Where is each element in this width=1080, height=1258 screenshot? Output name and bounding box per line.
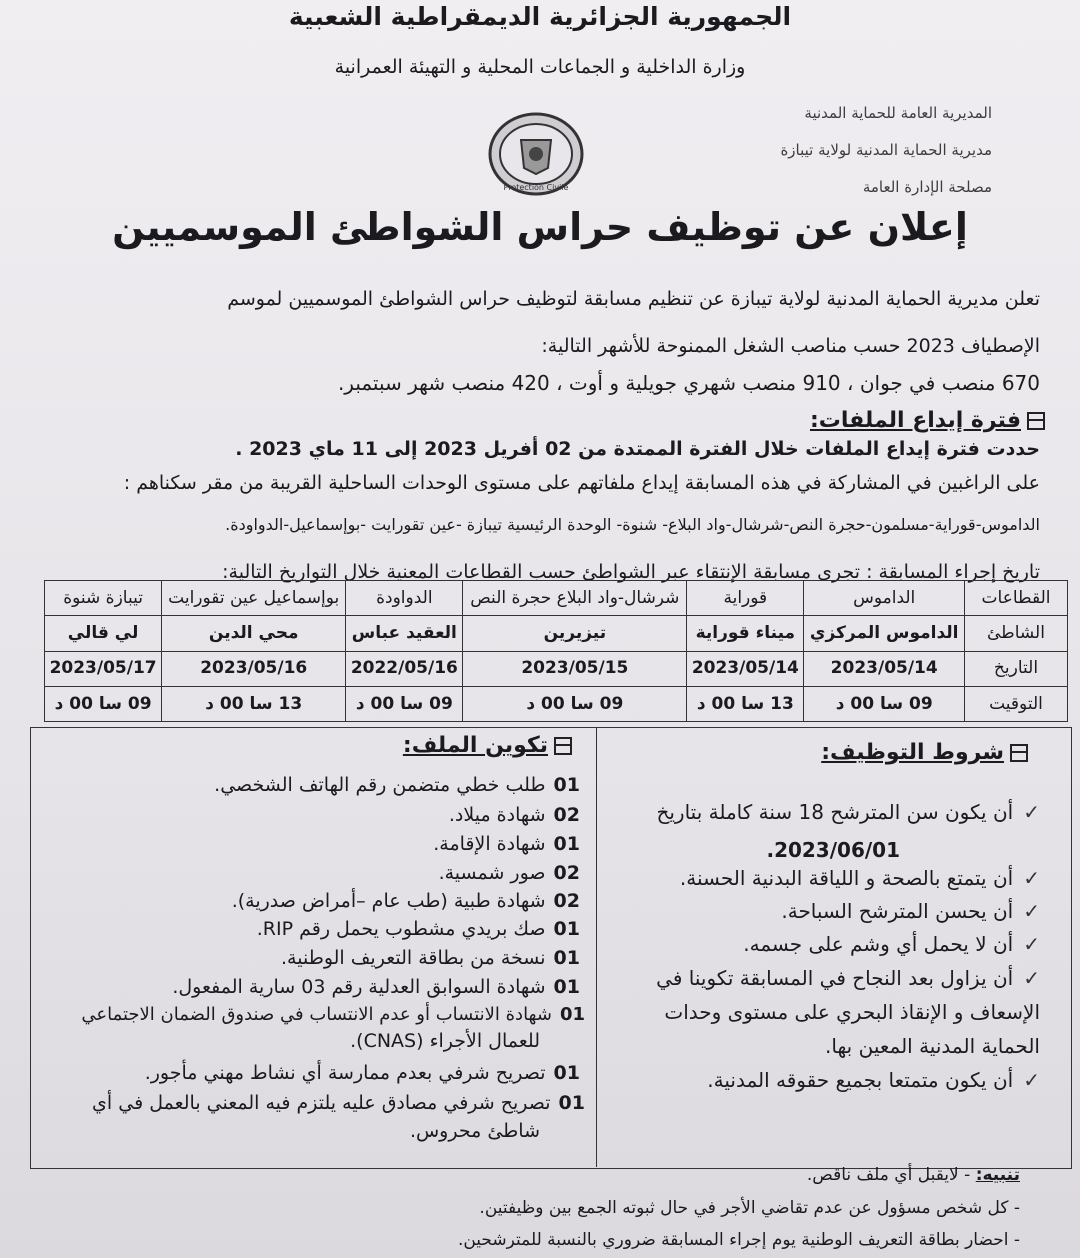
table-cell: بوإسماعيل عين تقورايت — [162, 581, 346, 616]
file-item-count: 01 — [553, 833, 580, 855]
file-item-text: شهادة الانتساب أو عدم الانتساب في صندوق الضمان الاجتماعي — [81, 1004, 552, 1025]
condition-text: أن يكون سن المترشح 18 سنة كاملة بتاريخ — [656, 800, 1014, 824]
ministry-header: وزارة الداخلية و الجماعات المحلية و التهيئة العمرانية — [334, 56, 746, 78]
table-cell: 09 سا 00 د — [45, 686, 162, 721]
table-cell: 09 سا 00 د — [804, 686, 965, 721]
intro-line-3: 670 منصب في جوان ، 910 منصب شهري جويلية و أوت ، 420 منصب شهر سبتمبر. — [337, 371, 1040, 395]
conditions-heading — [821, 740, 1028, 765]
file-item — [60, 833, 580, 855]
announcement-title: إعلان عن توظيف حراس الشواطئ الموسميين — [112, 205, 968, 249]
condition-item — [600, 866, 1040, 890]
check-icon: ✓ — [1023, 1068, 1040, 1092]
file-item — [60, 1030, 540, 1052]
check-icon: ✓ — [1023, 800, 1040, 824]
file-item-text: طلب خطي متضمن رقم الهاتف الشخصي. — [214, 774, 546, 796]
file-item-text: صك بريدي مشطوب يحمل رقم RIP. — [256, 918, 546, 940]
table-cell: 13 سا 00 د — [687, 686, 804, 721]
table-cell: محي الدين — [162, 616, 346, 651]
bullet-icon — [1027, 412, 1045, 430]
file-item-count: 02 — [553, 862, 580, 884]
bullet-icon — [1010, 744, 1028, 762]
file-item-count: 01 — [553, 976, 580, 998]
file-heading — [403, 733, 572, 758]
deposit-heading — [810, 408, 1045, 433]
table-cell: 13 سا 00 د — [162, 686, 346, 721]
row-label: الشاطئ — [965, 616, 1068, 651]
file-item-text: شهادة السوابق العدلية رقم 03 سارية المفعول. — [172, 976, 546, 998]
table-cell: 2022/05/16 — [346, 651, 463, 686]
file-item — [60, 804, 580, 826]
condition-item — [600, 1000, 1040, 1024]
file-item-text: للعمال الأجراء (CNAS). — [350, 1030, 540, 1052]
table-row — [45, 616, 1068, 651]
file-item-text: تصريح شرفي بعدم ممارسة أي نشاط مهني مأجور. — [144, 1062, 546, 1084]
note-3: - احضار بطاقة التعريف الوطنية يوم إجراء المسابقة ضروري بالنسبة للمترشحين. — [457, 1230, 1020, 1250]
table-cell: 2023/05/17 — [45, 651, 162, 686]
note-1-text: - لايقبل أي ملف ناقص. — [806, 1165, 971, 1185]
box-divider — [596, 727, 597, 1167]
condition-text: أن يتمتع بالصحة و اللياقة البدنية الحسنة. — [679, 866, 1014, 890]
condition-text: الحماية المدنية المعين بها. — [825, 1034, 1040, 1058]
file-item-count: 01 — [558, 1092, 585, 1114]
table-cell: 09 سا 00 د — [463, 686, 687, 721]
republic-header: الجمهورية الجزائرية الديمقراطية الشعبية — [288, 2, 792, 31]
file-item-count: 01 — [553, 774, 580, 796]
table-cell: الداموس المركزي — [804, 616, 965, 651]
competition-dates-intro: تاريخ إجراء المسابقة : تجرى مسابقة الإنتقاء عبر الشواطئ حسب القطاعات المعنية خلال التواريخ التالية: — [222, 561, 1040, 583]
row-label: التاريخ — [965, 651, 1068, 686]
file-item-text: نسخة من بطاقة التعريف الوطنية. — [281, 947, 546, 969]
office-line: مصلحة الإدارة العامة — [862, 178, 992, 196]
condition-item — [600, 838, 900, 862]
table-cell: 2023/05/14 — [687, 651, 804, 686]
condition-text: أن يكون متمتعا بجميع حقوقه المدنية. — [707, 1068, 1014, 1092]
file-item-text: شاطئ محروس. — [409, 1120, 540, 1142]
row-label: القطاعات — [965, 581, 1068, 616]
file-item-count: 01 — [553, 1062, 580, 1084]
condition-text: 2023/06/01. — [766, 838, 900, 862]
condition-text: الإسعاف و الإنقاذ البحري على مستوى وحدات — [664, 1000, 1040, 1024]
check-icon: ✓ — [1023, 866, 1040, 890]
table-cell: شرشال-واد البلاع حجرة النص — [463, 581, 687, 616]
check-icon: ✓ — [1023, 932, 1040, 956]
file-item — [60, 862, 580, 884]
notes-label: تنبيه: — [975, 1165, 1020, 1185]
deposit-period: حددت فترة إيداع الملفات خلال الفترة الممتدة من 02 أفريل 2023 إلى 11 ماي 2023 . — [235, 438, 1040, 460]
row-label: التوقيت — [965, 686, 1068, 721]
file-item-text: شهادة الإقامة. — [433, 833, 546, 855]
file-item-text: صور شمسية. — [438, 862, 546, 884]
file-item — [60, 1062, 580, 1084]
condition-item — [600, 932, 1040, 956]
file-item-count: 01 — [553, 918, 580, 940]
condition-text: أن يحسن المترشح السباحة. — [781, 899, 1014, 923]
condition-text: أن يزاول بعد النجاح في المسابقة تكوينا في — [656, 966, 1014, 990]
table-row — [45, 651, 1068, 686]
check-icon: ✓ — [1023, 966, 1040, 990]
table-row — [45, 686, 1068, 721]
civil-protection-logo — [486, 110, 586, 198]
file-item-text: تصريح شرفي مصادق عليه يلتزم فيه المعني بالعمل في أي — [92, 1092, 551, 1114]
file-item — [60, 774, 580, 796]
table-cell: تيزيرين — [463, 616, 687, 651]
table-cell: الدواودة — [346, 581, 463, 616]
file-item-count: 01 — [559, 1004, 585, 1025]
file-item — [60, 947, 580, 969]
table-cell: 2023/05/16 — [162, 651, 346, 686]
directorate-general: المديرية العامة للحماية المدنية — [804, 104, 992, 122]
intro-line-1: تعلن مديرية الحماية المدنية لولاية تيبازة عن تنظيم مسابقة لتوظيف حراس الشواطئ الموسميين لموسم — [227, 288, 1040, 310]
file-item — [45, 1004, 585, 1025]
directorate-local: مديرية الحماية المدنية لولاية تيبازة — [780, 141, 992, 159]
condition-item — [600, 1068, 1040, 1092]
note-1 — [807, 1165, 1020, 1185]
condition-item — [600, 800, 1040, 824]
file-item — [45, 1092, 585, 1114]
table-row — [45, 581, 1068, 616]
table-cell: 2023/05/14 — [804, 651, 965, 686]
condition-text: أن لا يحمل أي وشم على جسمه. — [743, 932, 1014, 956]
file-item — [60, 890, 580, 912]
table-cell: 09 سا 00 د — [346, 686, 463, 721]
check-icon: ✓ — [1023, 899, 1040, 923]
deposit-instructions: على الراغبين في المشاركة في هذه المسابقة إيداع ملفاتهم على مستوى الوحدات الساحلية القريبة من مقر سكناهم : — [123, 472, 1040, 494]
table-cell: تيبازة شنوة — [45, 581, 162, 616]
file-heading-text: تكوين الملف: — [402, 733, 548, 758]
intro-line-2: الإصطياف 2023 حسب مناصب الشغل الممنوحة للأشهر التالية: — [541, 335, 1040, 357]
file-item-count: 02 — [553, 804, 580, 826]
condition-item — [600, 899, 1040, 923]
table-cell: الداموس — [804, 581, 965, 616]
file-item — [60, 976, 580, 998]
file-item-text: شهادة ميلاد. — [448, 804, 546, 826]
deposit-units: الداموس-قوراية-مسلمون-حجرة النص-شرشال-واد البلاع- شنوة- الوحدة الرئيسية تيبازة -عين تقورايت -بوإسماعيل-الدواودة. — [225, 515, 1040, 534]
table-cell: قوراية — [687, 581, 804, 616]
table-cell: العقيد عباس — [346, 616, 463, 651]
file-item — [60, 918, 580, 940]
logo-text: Protection Civile — [503, 183, 569, 192]
file-item-text: شهادة طبية (طب عام –أمراض صدرية). — [231, 890, 546, 912]
condition-item — [600, 1034, 1040, 1058]
deposit-heading-text: فترة إيداع الملفات: — [810, 408, 1021, 433]
file-item — [60, 1120, 540, 1142]
condition-item — [600, 966, 1040, 990]
table-cell: لي قالي — [45, 616, 162, 651]
table-cell: ميناء قوراية — [687, 616, 804, 651]
table-cell: 2023/05/15 — [463, 651, 687, 686]
bullet-icon — [554, 737, 572, 755]
file-item-count: 02 — [553, 890, 580, 912]
conditions-heading-text: شروط التوظيف: — [821, 740, 1004, 765]
schedule-table — [44, 580, 1068, 722]
note-2: - كل شخص مسؤول عن عدم تقاضي الأجر في حال ثبوته الجمع بين وظيفتين. — [479, 1198, 1020, 1218]
file-item-count: 01 — [553, 947, 580, 969]
